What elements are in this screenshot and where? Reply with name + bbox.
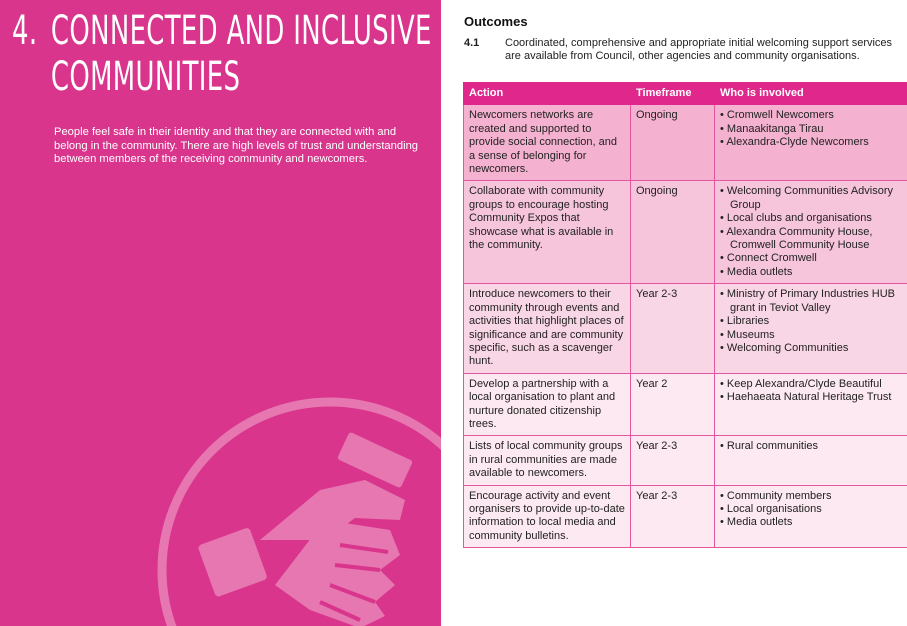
list-item: • Community members: [720, 490, 907, 503]
action-cell: Introduce newcomers to their community through events and activities that highlight places of significance and are community specific, such as a scavenger hunt.: [464, 284, 631, 373]
who-cell: [715, 181, 907, 284]
who-list: [720, 440, 907, 453]
who-cell: [715, 485, 907, 548]
section-number: 4.: [12, 8, 38, 54]
left-panel: [0, 0, 441, 626]
section-title-line1: CONNECTED AND INCLUSIVE: [50, 8, 432, 54]
who-list: [720, 109, 907, 149]
who-list: [720, 378, 907, 405]
timeframe-cell: Year 2-3: [631, 436, 715, 485]
table-row: [464, 436, 907, 485]
timeframe-cell: Year 2-3: [631, 284, 715, 373]
column-header-who: Who is involved: [715, 83, 907, 105]
action-cell: Collaborate with community groups to encourage hosting Community Expos that showcase what is available in the community.: [464, 181, 631, 284]
section-title: [12, 8, 432, 100]
section-title-line2: COMMUNITIES: [50, 54, 241, 100]
list-item: • Libraries: [720, 315, 907, 328]
list-item: • Manaakitanga Tirau: [720, 123, 907, 136]
column-header-timeframe: Timeframe: [631, 83, 715, 105]
timeframe-cell: Ongoing: [631, 181, 715, 284]
table-header-row: [464, 83, 907, 105]
right-panel: [441, 0, 907, 626]
list-item: • Connect Cromwell: [720, 252, 907, 265]
who-list: [720, 490, 907, 530]
timeframe-cell: Year 2-3: [631, 485, 715, 548]
who-cell: [715, 284, 907, 373]
list-item: • Media outlets: [720, 266, 907, 279]
outcomes-heading: Outcomes: [464, 14, 528, 29]
action-cell: Encourage activity and event organisers to provide up-to-date information to local media and community bulletins.: [464, 485, 631, 548]
list-item: • Welcoming Communities: [720, 342, 907, 355]
list-item: • Local clubs and organisations: [720, 212, 907, 225]
table-row: [464, 181, 907, 284]
list-item: • Alexandra Community House, Cromwell Community House: [720, 226, 907, 253]
table-row: [464, 284, 907, 373]
who-cell: [715, 436, 907, 485]
who-cell: [715, 105, 907, 181]
timeframe-cell: Year 2: [631, 373, 715, 436]
list-item: • Ministry of Primary Industries HUB grant in Teviot Valley: [720, 288, 907, 315]
outcome-text: Coordinated, comprehensive and appropriate initial welcoming support services are available from Council, other agencies and community organisations.: [505, 37, 893, 62]
action-cell: Newcomers networks are created and supported to provide social connection, and a sense of belonging for newcomers.: [464, 105, 631, 181]
list-item: • Media outlets: [720, 516, 907, 529]
handshake-icon: [150, 370, 441, 626]
list-item: • Rural communities: [720, 440, 907, 453]
action-cell: Develop a partnership with a local organisation to plant and nurture donated citizenship trees.: [464, 373, 631, 436]
who-list: [720, 185, 907, 279]
table-row: [464, 105, 907, 181]
column-header-action: Action: [464, 83, 631, 105]
list-item: • Welcoming Communities Advisory Group: [720, 185, 907, 212]
timeframe-cell: Ongoing: [631, 105, 715, 181]
table-row: [464, 373, 907, 436]
list-item: • Local organisations: [720, 503, 907, 516]
list-item: • Keep Alexandra/Clyde Beautiful: [720, 378, 907, 391]
outcome-number: 4.1: [464, 37, 480, 49]
list-item: • Haehaeata Natural Heritage Trust: [720, 391, 907, 404]
who-list: [720, 288, 907, 355]
table-body: [464, 105, 907, 548]
actions-table: [463, 82, 907, 548]
list-item: • Museums: [720, 329, 907, 342]
action-cell: Lists of local community groups in rural communities are made available to newcomers.: [464, 436, 631, 485]
who-cell: [715, 373, 907, 436]
list-item: • Alexandra-Clyde Newcomers: [720, 136, 907, 149]
table-row: [464, 485, 907, 548]
section-intro: People feel safe in their identity and that they are connected with and belong in the community. There are high levels of trust and understanding between members of the receiving community and newcomers.: [54, 126, 419, 166]
list-item: • Cromwell Newcomers: [720, 109, 907, 122]
